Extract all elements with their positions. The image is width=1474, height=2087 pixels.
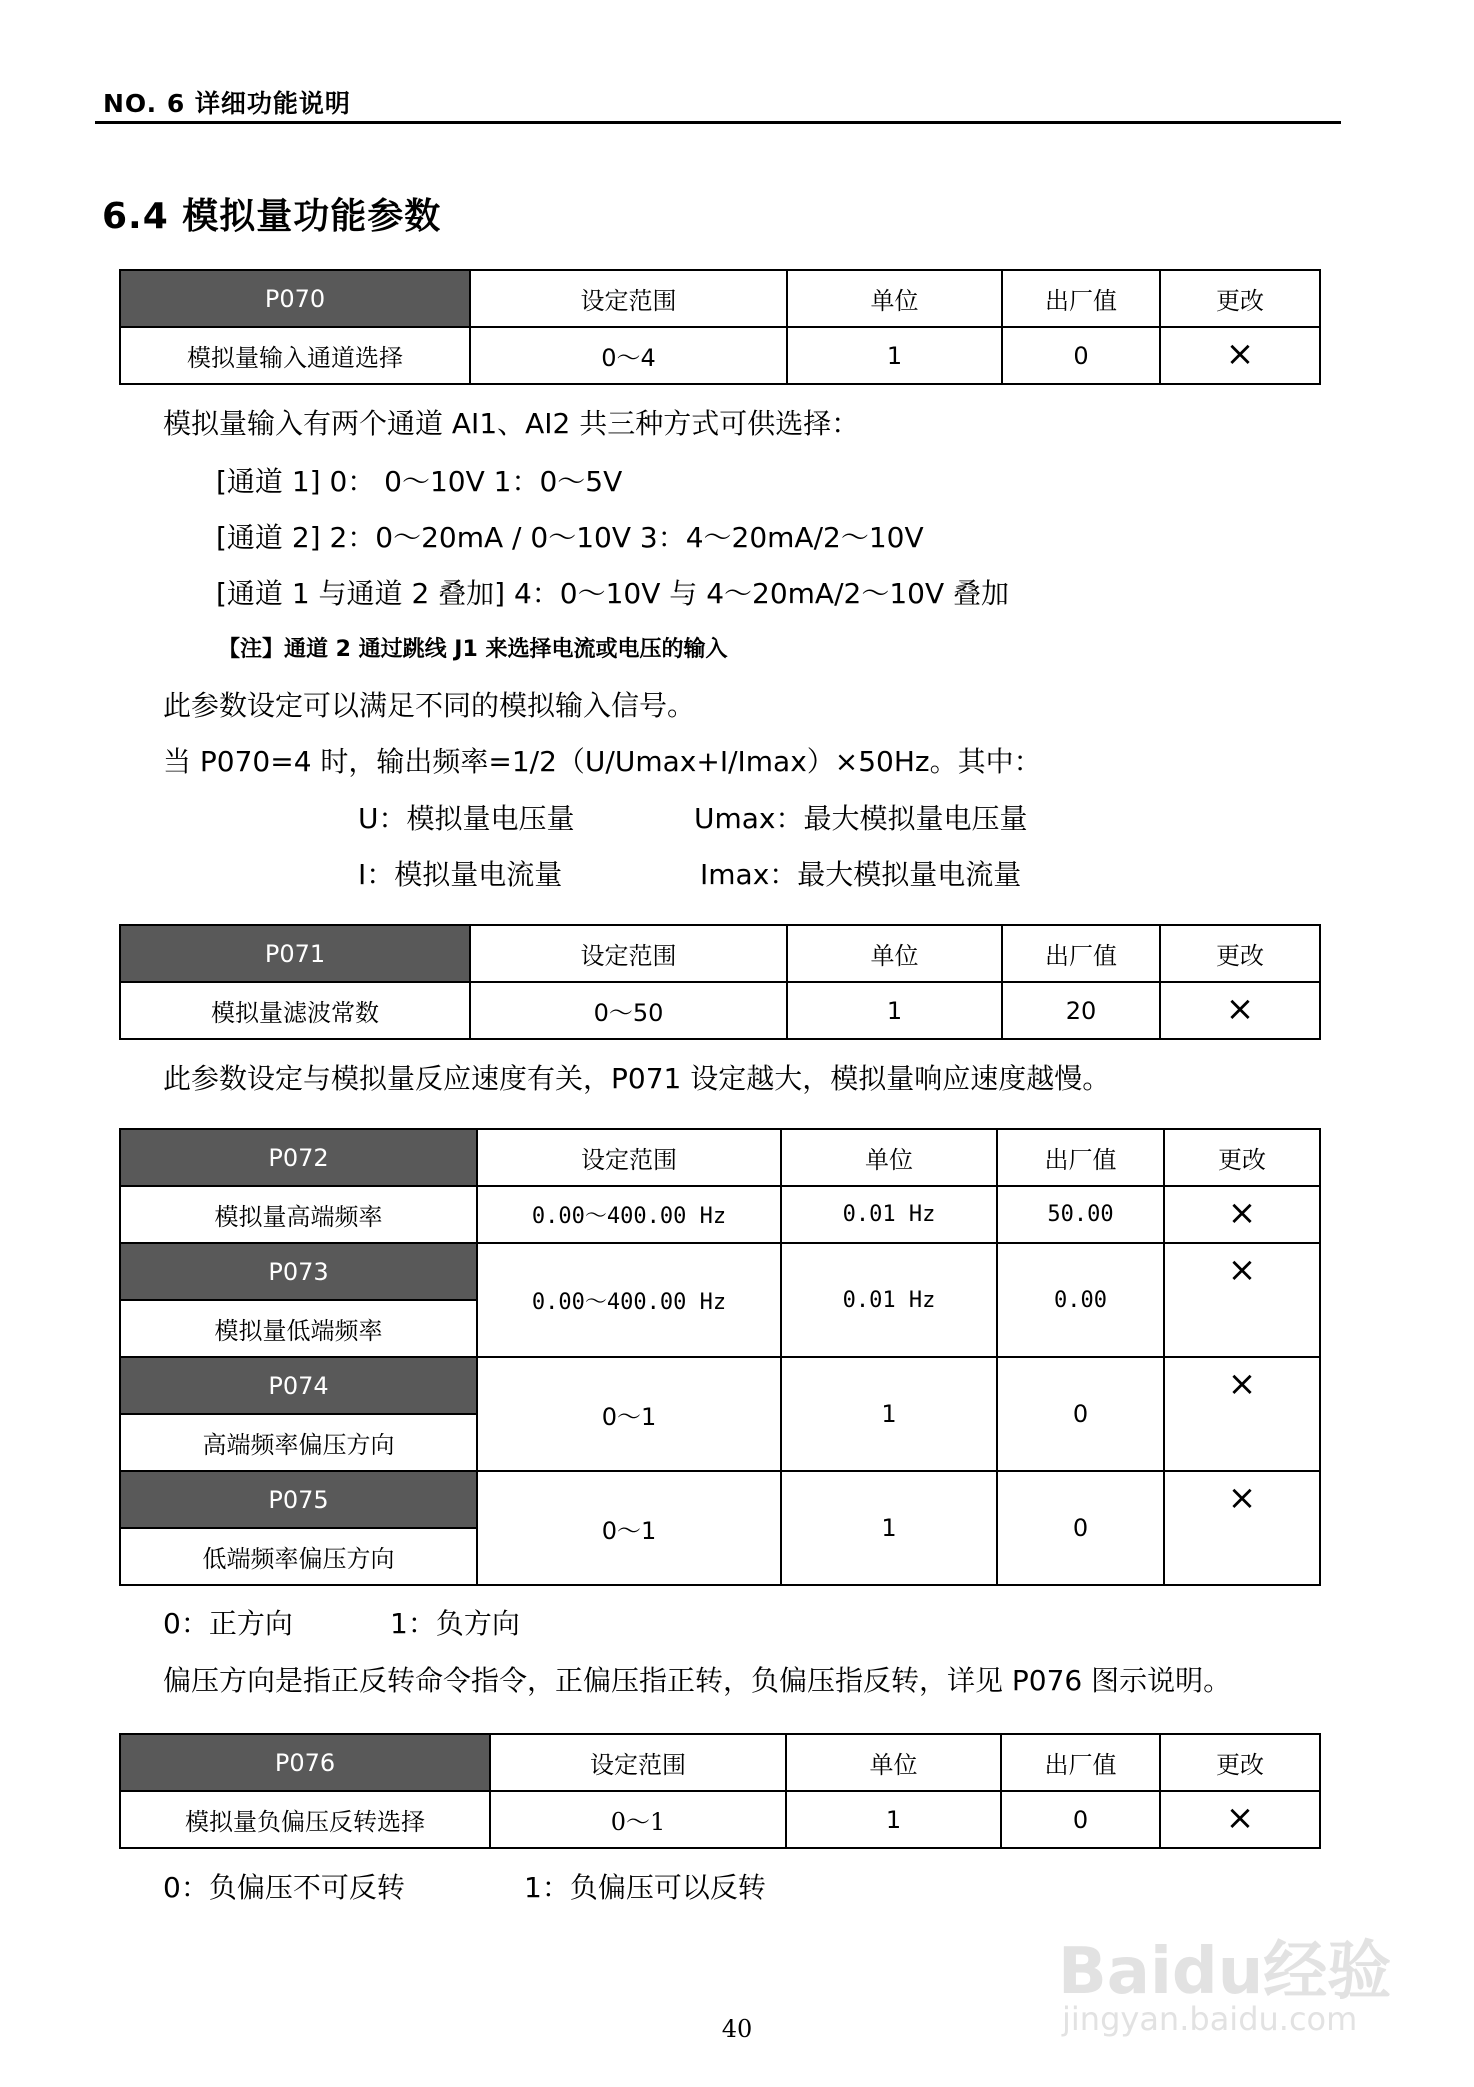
no-change-mark: × <box>1160 1791 1320 1848</box>
col-header-default: 出厂值 <box>1002 925 1160 982</box>
col-header-change: 更改 <box>1160 270 1320 327</box>
col-header-default: 出厂值 <box>1002 270 1160 327</box>
p075-option-1: 1：负方向 <box>390 1607 520 1640</box>
col-header-unit: 单位 <box>787 925 1002 982</box>
param-range: 0～1 <box>477 1357 781 1471</box>
param-code: P070 <box>120 270 470 327</box>
col-header-change: 更改 <box>1160 1734 1320 1791</box>
param-table-p071 <box>119 924 1321 1040</box>
param-code: P074 <box>120 1357 477 1414</box>
param-code: P075 <box>120 1471 477 1528</box>
col-header-unit: 单位 <box>781 1129 997 1186</box>
no-change-mark: × <box>1160 327 1320 384</box>
col-header-range: 设定范围 <box>470 925 787 982</box>
def-imax: Imax：最大模拟量电流量 <box>700 858 1022 891</box>
param-range: 0～4 <box>470 327 787 384</box>
param-table-p076 <box>119 1733 1321 1849</box>
param-unit: 0.01 Hz <box>781 1243 997 1357</box>
baidu-watermark-url: jingyan.baidu.com <box>1062 2000 1358 2038</box>
param-table-p070 <box>119 269 1321 385</box>
param-unit: 1 <box>787 982 1002 1039</box>
no-change-mark: × <box>1164 1243 1320 1357</box>
param-name: 模拟量低端频率 <box>120 1300 477 1357</box>
p070-channel2: [通道 2] 2：0～20mA / 0～10V 3：4～20mA/2～10V <box>216 521 924 554</box>
param-range: 0.00～400.00 Hz <box>477 1186 781 1243</box>
p070-channel-combined: [通道 1 与通道 2 叠加] 4：0～10V 与 4～20mA/2～10V 叠加 <box>216 577 1009 610</box>
col-header-range: 设定范围 <box>477 1129 781 1186</box>
col-header-change: 更改 <box>1160 925 1320 982</box>
param-code: P073 <box>120 1243 477 1300</box>
param-default: 0.00 <box>997 1243 1164 1357</box>
p070-note: 【注】通道 2 通过跳线 J1 来选择电流或电压的输入 <box>218 637 728 662</box>
p070-intro: 模拟量输入有两个通道 AI1、AI2 共三种方式可供选择： <box>163 407 860 440</box>
col-header-unit: 单位 <box>787 270 1002 327</box>
param-default: 0 <box>997 1471 1164 1585</box>
chapter-header: NO. 6 详细功能说明 <box>103 89 351 118</box>
col-header-range: 设定范围 <box>470 270 787 327</box>
param-default: 0 <box>1001 1791 1160 1848</box>
p070-formula: 当 P070=4 时，输出频率=1/2（U/Umax+I/Imax）×50Hz。其中： <box>163 745 1042 778</box>
param-code: P072 <box>120 1129 477 1186</box>
p075-option-0: 0：正方向 <box>163 1607 293 1640</box>
col-header-unit: 单位 <box>786 1734 1001 1791</box>
col-header-default: 出厂值 <box>997 1129 1164 1186</box>
param-unit: 1 <box>787 327 1002 384</box>
p070-line1: 此参数设定可以满足不同的模拟输入信号。 <box>163 689 696 722</box>
p076-option-1: 1：负偏压可以反转 <box>524 1871 766 1904</box>
param-unit: 1 <box>786 1791 1001 1848</box>
p071-description: 此参数设定与模拟量反应速度有关，P071 设定越大，模拟量响应速度越慢。 <box>163 1062 1111 1095</box>
param-name: 低端频率偏压方向 <box>120 1528 477 1585</box>
no-change-mark: × <box>1160 982 1320 1039</box>
def-umax: Umax：最大模拟量电压量 <box>694 802 1028 835</box>
header-rule <box>95 121 1341 124</box>
no-change-mark: × <box>1164 1357 1320 1471</box>
param-name: 模拟量负偏压反转选择 <box>120 1791 490 1848</box>
baidu-watermark-logo: Baidu经验 <box>1058 1935 1392 2009</box>
param-range: 0～1 <box>477 1471 781 1585</box>
param-default: 50.00 <box>997 1186 1164 1243</box>
col-header-default: 出厂值 <box>1001 1734 1160 1791</box>
no-change-mark: × <box>1164 1186 1320 1243</box>
param-default: 0 <box>997 1357 1164 1471</box>
page-number: 40 <box>721 2015 753 2043</box>
param-unit: 1 <box>781 1471 997 1585</box>
p076-option-0: 0：负偏压不可反转 <box>163 1871 405 1904</box>
param-table-p072-p075 <box>119 1128 1321 1586</box>
param-name: 模拟量滤波常数 <box>120 982 470 1039</box>
no-change-mark: × <box>1164 1471 1320 1585</box>
param-name: 模拟量输入通道选择 <box>120 327 470 384</box>
param-range: 0～1 <box>490 1791 786 1848</box>
param-default: 20 <box>1002 982 1160 1039</box>
param-name: 模拟量高端频率 <box>120 1186 477 1243</box>
param-code: P071 <box>120 925 470 982</box>
param-unit: 1 <box>781 1357 997 1471</box>
section-title: 6.4 模拟量功能参数 <box>102 196 442 237</box>
param-unit: 0.01 Hz <box>781 1186 997 1243</box>
param-name: 高端频率偏压方向 <box>120 1414 477 1471</box>
col-header-change: 更改 <box>1164 1129 1320 1186</box>
param-range: 0.00～400.00 Hz <box>477 1243 781 1357</box>
col-header-range: 设定范围 <box>490 1734 786 1791</box>
def-i: I：模拟量电流量 <box>358 858 563 891</box>
def-u: U：模拟量电压量 <box>358 802 575 835</box>
param-range: 0～50 <box>470 982 787 1039</box>
param-code: P076 <box>120 1734 490 1791</box>
p075-description: 偏压方向是指正反转命令指令，正偏压指正转，负偏压指反转，详见 P076 图示说明。 <box>163 1664 1232 1697</box>
p070-channel1: [通道 1] 0： 0～10V 1：0～5V <box>216 465 623 498</box>
param-default: 0 <box>1002 327 1160 384</box>
